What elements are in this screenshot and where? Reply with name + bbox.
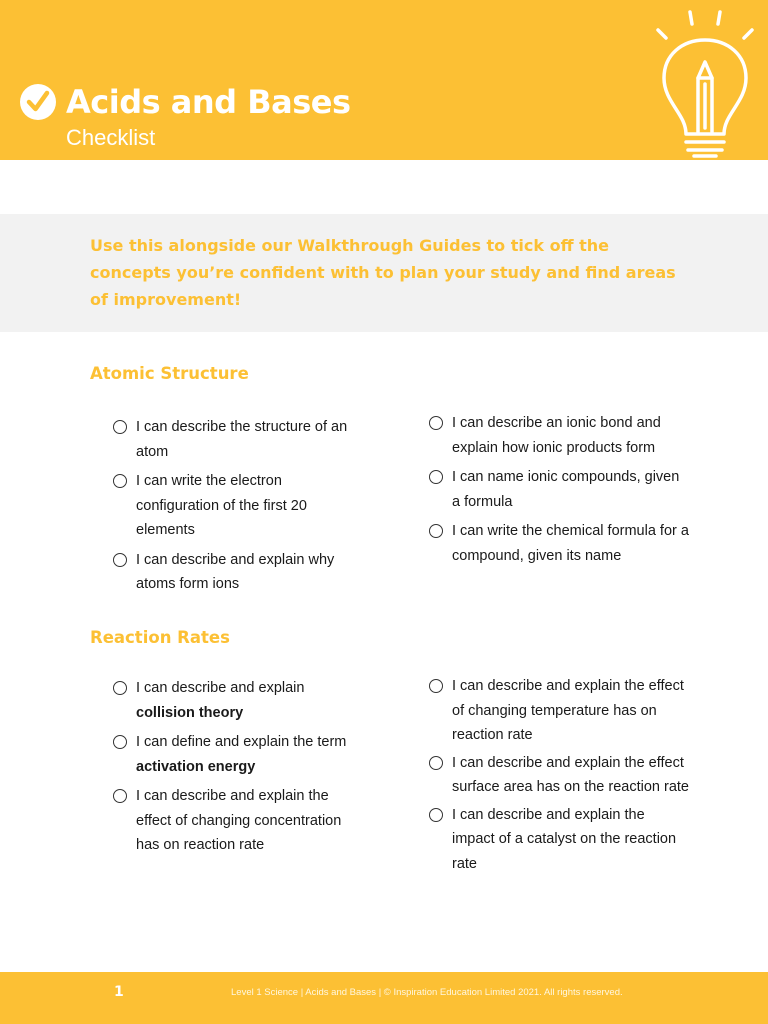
section-title-atomic-structure: Atomic Structure xyxy=(90,364,249,383)
checklist-item[interactable]: I can describe and explain collision theory xyxy=(113,676,363,725)
checklist-left-reaction xyxy=(113,676,363,858)
checkbox-circle[interactable] xyxy=(429,416,443,430)
page-number: 1 xyxy=(114,984,124,1000)
checkbox-circle[interactable] xyxy=(429,679,443,693)
checklist-left-atomic xyxy=(113,415,363,597)
checklist-item[interactable]: I can describe an ionic bond and explain how ionic products form xyxy=(429,411,689,460)
checkbox-circle[interactable] xyxy=(113,789,127,803)
checklist-item[interactable]: I can name ionic compounds, given a formula xyxy=(429,465,689,514)
checkbox-circle[interactable] xyxy=(429,524,443,538)
check-circle-icon xyxy=(20,84,56,120)
intro-text: Use this alongside our Walkthrough Guides to tick off the concepts you’re confident with to plan your study and find areas of improvement! xyxy=(90,236,676,309)
page-title: Acids and Bases xyxy=(66,83,351,121)
checklist-item[interactable]: I can describe and explain the effect of changing concentration has on reaction rate xyxy=(113,784,363,858)
checklist-item[interactable]: I can describe and explain why atoms form ions xyxy=(113,548,363,597)
section-title-reaction-rates: Reaction Rates xyxy=(90,628,230,647)
checklist-item[interactable]: I can write the electron configuration of the first 20 elements xyxy=(113,469,363,543)
checkbox-circle[interactable] xyxy=(429,756,443,770)
checklist-right-atomic xyxy=(429,411,689,568)
checkbox-circle[interactable] xyxy=(113,735,127,749)
checkbox-circle[interactable] xyxy=(113,420,127,434)
checkbox-circle[interactable] xyxy=(113,681,127,695)
checkbox-circle[interactable] xyxy=(113,474,127,488)
checkbox-circle[interactable] xyxy=(113,553,127,567)
checklist-item[interactable]: I can define and explain the term activation energy xyxy=(113,730,363,779)
checklist-item[interactable]: I can describe and explain the impact of a catalyst on the reaction rate xyxy=(429,803,689,877)
checklist-item[interactable]: I can write the chemical formula for a compound, given its name xyxy=(429,519,689,568)
checklist-item[interactable]: I can describe the structure of an atom xyxy=(113,415,363,464)
checkbox-circle[interactable] xyxy=(429,470,443,484)
checkbox-circle[interactable] xyxy=(429,808,443,822)
checklist-item[interactable]: I can describe and explain the effect surface area has on the reaction rate xyxy=(429,751,689,800)
lightbulb-pencil-icon xyxy=(648,4,764,160)
checklist-right-reaction xyxy=(429,674,689,876)
page-subtitle: Checklist xyxy=(66,125,156,150)
checklist-item[interactable]: I can describe and explain the effect of changing temperature has on reaction rate xyxy=(429,674,689,748)
footer-copyright: Level 1 Science | Acids and Bases | © Inspiration Education Limited 2021. All rights reserved. xyxy=(231,987,623,998)
